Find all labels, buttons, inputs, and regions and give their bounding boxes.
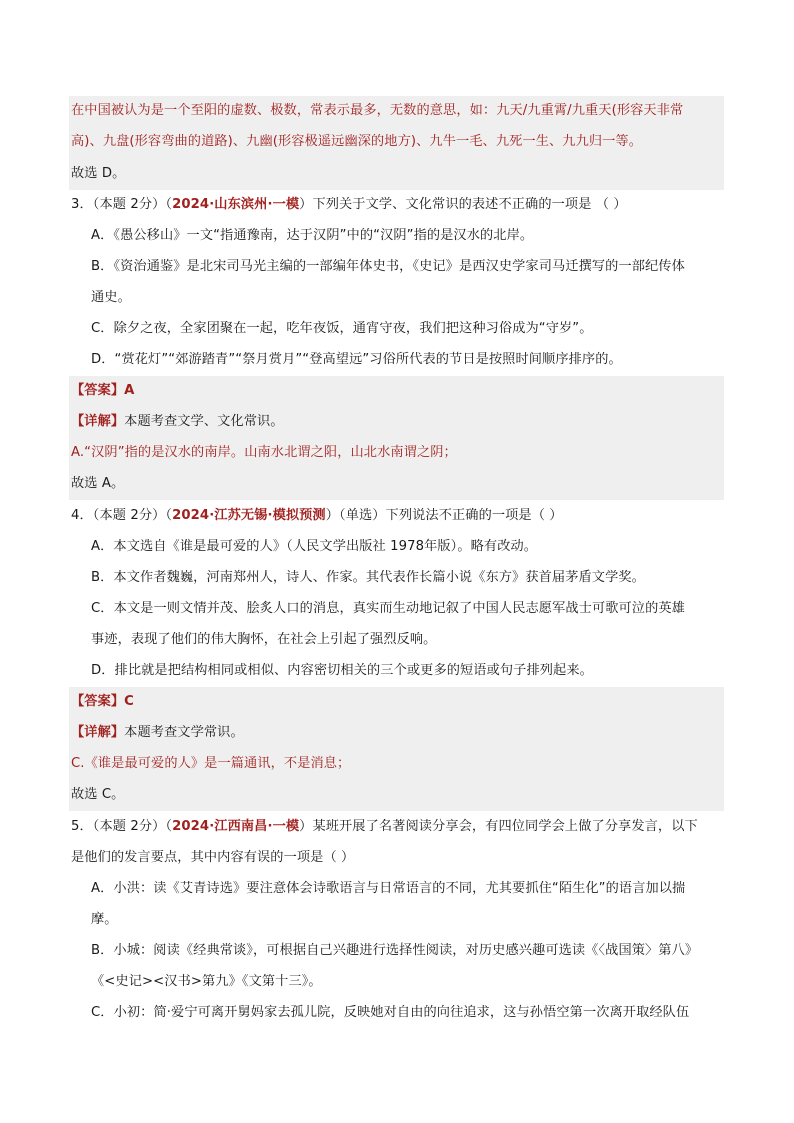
- q3-detail-tag: 【详解】: [71, 414, 125, 429]
- q3-option-b-line-2: 通史。: [91, 290, 131, 305]
- q4-solution-block: [69, 687, 724, 811]
- q5-stem-line-1: [71, 817, 698, 837]
- q3-option-a: A．《愚公移山》一文“指通豫南，达于汉阴”中的“汉阴”指的是汉水的北岸。: [91, 228, 534, 243]
- q2-explain-line-2: 高)、九盘(形容弯曲的道路)、九幽(形容极遥远幽深的地方)、九牛一毛、九死一生、九九归一等。: [71, 134, 643, 149]
- q4-option-b: B．本文作者魏巍，河南郑州人，诗人、作家。其代表作长篇小说《东方》获首届茅盾文学奖。: [91, 570, 645, 585]
- q4-option-d: D．排比就是把结构相同或相似、内容密切相关的三个或更多的短语或句子排列起来。: [91, 663, 593, 678]
- q3-answer-value: A: [124, 383, 135, 398]
- q4-answer-tag: 【答案】: [71, 694, 125, 709]
- q3-explain: A.“汉阴”指的是汉水的南岸。山南水北谓之阳，山北水南谓之阴；: [71, 445, 457, 460]
- q5-meta-prefix: （本题 2分）（: [92, 819, 173, 834]
- q5-source: 2024·江西南昌·一模: [172, 819, 300, 834]
- q2-explain-line-1: 在中国被认为是一个至阳的虚数、极数，常表示最多，无数的意思，如：九天/九重霄/九重天(形容天非常: [71, 103, 684, 118]
- q2-conclusion: 故选 D。: [71, 166, 126, 181]
- q4-number: 4．: [71, 508, 93, 523]
- q3-stem: [71, 195, 627, 215]
- q4-answer: [71, 692, 134, 712]
- q4-meta-prefix: （本题 2分）（: [92, 508, 173, 523]
- q4-option-a: A．本文选自《谁是最可爱的人》（人民文学出版社 1978年版）。略有改动。: [91, 539, 538, 554]
- q4-option-c-line-2: 事迹，表现了他们的伟大胸怀，在社会上引起了强烈反响。: [91, 632, 437, 647]
- q4-detail-tag: 【详解】: [71, 725, 125, 740]
- q3-solution-block: [69, 376, 724, 500]
- q3-conclusion: 故选 A。: [71, 476, 125, 491]
- q4-conclusion: 故选 C。: [71, 787, 125, 802]
- q3-option-d: D．“赏花灯”“郊游踏青”“祭月赏月”“登高望远”习俗所代表的节日是按照时间顺序排序的。: [91, 352, 622, 367]
- q5-meta-suffix: ）某班开展了名著阅读分享会，有四位同学会上做了分享发言，以下: [299, 819, 698, 834]
- q3-option-c: C．除夕之夜，全家团聚在一起，吃年夜饭，通宵守夜，我们把这种习俗成为“守岁”。: [91, 321, 593, 336]
- q5-option-a-line-2: 摩。: [91, 912, 118, 927]
- q4-source: 2024·江苏无锡·模拟预测: [172, 508, 326, 523]
- q5-stem-line-2: 是他们的发言要点，其中内容有误的一项是（ ）: [71, 850, 355, 865]
- q3-answer-tag: 【答案】: [71, 383, 125, 398]
- q5-option-b-line-2: 《<史记><汉书>第九》《文第十三》。: [91, 974, 322, 989]
- q5-option-c-line-1: C．小初：简·爱宁可离开舅妈家去孤儿院，反映她对自由的向往追求，这与孙悟空第一次离开取经队伍: [91, 1005, 690, 1020]
- q3-number: 3．: [71, 197, 93, 212]
- q3-detail: [71, 412, 284, 432]
- q3-option-b-line-1: B．《资治通鉴》是北宋司马光主编的一部编年体史书，《史记》是西汉史学家司马迁撰写的一部纪传体: [91, 259, 685, 274]
- q4-explain: C.《谁是最可爱的人》是一篇通讯，不是消息；: [71, 756, 351, 771]
- q4-meta-suffix: ）（单选）下列说法不正确的一项是（ ）: [325, 508, 563, 523]
- q4-answer-value: C: [124, 694, 134, 709]
- q4-detail-text: 本题考查文学常识。: [124, 725, 244, 740]
- q5-option-a-line-1: A．小洪：读《艾青诗选》要注意体会诗歌语言与日常语言的不同，尤其要抓住“陌生化”的语言加以揣: [91, 881, 686, 896]
- q3-source: 2024·山东滨州·一模: [172, 197, 300, 212]
- q3-detail-text: 本题考查文学、文化常识。: [124, 414, 284, 429]
- q3-meta-suffix: ）下列关于文学、文化常识的表述不正确的一项是 （ ）: [299, 197, 627, 212]
- q3-answer: [71, 381, 134, 401]
- q3-meta-prefix: （本题 2分）（: [92, 197, 173, 212]
- q5-number: 5．: [71, 819, 93, 834]
- q4-detail: [71, 723, 244, 743]
- q5-option-b-line-1: B．小城：阅读《经典常谈》，可根据自己兴趣进行选择性阅读，对历史感兴趣可选读《〈战国策〉第八》: [91, 943, 699, 958]
- q4-stem: [71, 506, 563, 526]
- q4-option-c-line-1: C．本文是一则文情并茂、脍炙人口的消息，真实而生动地记叙了中国人民志愿军战士可歌可泣的英雄: [91, 601, 685, 616]
